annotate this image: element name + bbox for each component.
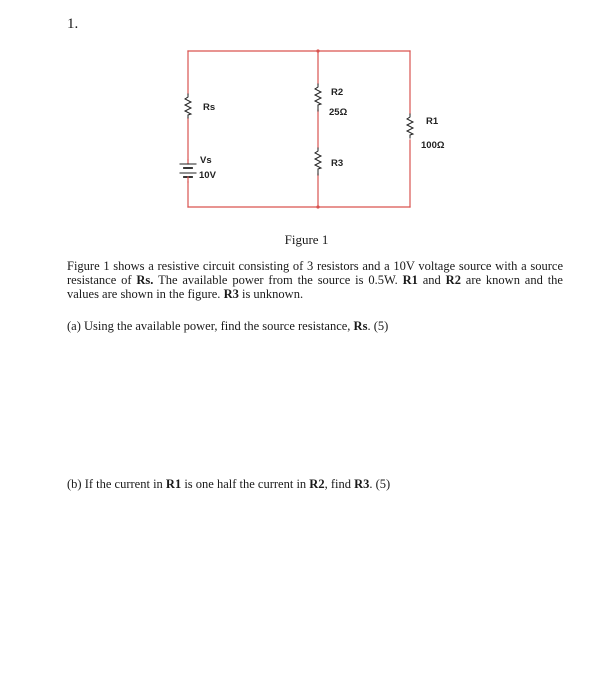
label-r1-value: 100Ω bbox=[421, 140, 445, 151]
label-r1: R1 bbox=[426, 116, 439, 127]
battery-vs bbox=[180, 160, 196, 182]
circuit-wires bbox=[188, 51, 410, 207]
circuit-diagram bbox=[0, 0, 613, 230]
intro-bold-r3: R3 bbox=[223, 287, 239, 301]
part-b-bold-r2: R2 bbox=[309, 477, 325, 491]
part-b-text-1: (b) If the current in bbox=[67, 477, 166, 491]
figure-caption: Figure 1 bbox=[284, 232, 329, 247]
intro-text-5: is unknown. bbox=[238, 287, 304, 301]
label-rs: Rs bbox=[203, 102, 216, 113]
intro-text-1: Figure 1 shows a resistive circuit consisting of 3 resistors and a 10V voltage source with a source resistance of bbox=[67, 259, 563, 287]
part-b-text-2: is one half the current in bbox=[181, 477, 310, 491]
part-a-question bbox=[67, 319, 563, 333]
junction-top bbox=[316, 49, 319, 52]
resistor-rs bbox=[185, 94, 191, 118]
part-a-text-1: (a) Using the available power, find the source resistance, bbox=[67, 319, 354, 333]
label-vs: Vs bbox=[200, 155, 212, 166]
part-b-text-3: , find bbox=[324, 477, 355, 491]
resistor-r2 bbox=[315, 84, 321, 111]
label-vs-value: 10V bbox=[199, 170, 216, 181]
problem-description bbox=[67, 259, 563, 301]
part-b-text-4: . (5) bbox=[369, 477, 391, 491]
intro-text-4: are known and the values are shown in the figure. bbox=[67, 273, 563, 301]
resistor-r1 bbox=[407, 114, 413, 138]
part-b-question bbox=[67, 477, 563, 491]
label-r3: R3 bbox=[331, 158, 344, 169]
label-r2-value: 25Ω bbox=[329, 107, 348, 118]
intro-bold-rs: Rs. bbox=[136, 273, 154, 287]
part-a-text-2: . (5) bbox=[367, 319, 389, 333]
part-b-bold-r3: R3 bbox=[354, 477, 370, 491]
part-a-bold-rs: Rs bbox=[353, 319, 368, 333]
intro-text-3: and bbox=[417, 273, 446, 287]
intro-bold-r2: R2 bbox=[445, 273, 461, 287]
intro-text-2: The available power from the source is 0.5W. bbox=[153, 273, 403, 287]
question-number: 1. bbox=[67, 16, 79, 32]
resistor-r3 bbox=[315, 148, 321, 175]
label-r2: R2 bbox=[331, 87, 344, 98]
junction-bottom bbox=[316, 205, 319, 208]
part-b-bold-r1: R1 bbox=[165, 477, 182, 491]
intro-bold-r1: R1 bbox=[402, 273, 418, 287]
